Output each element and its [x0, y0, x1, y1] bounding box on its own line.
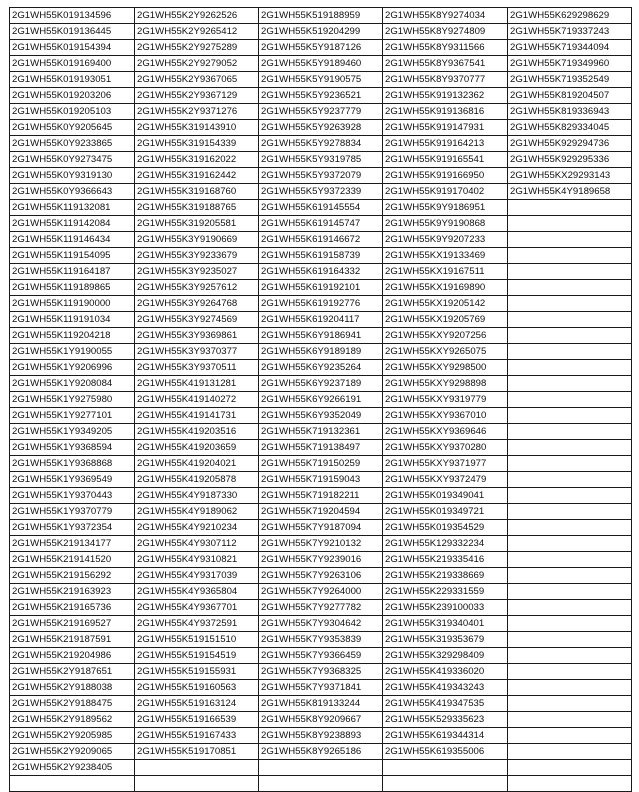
table-row	[10, 536, 632, 552]
table-row	[10, 520, 632, 536]
table-row	[10, 760, 632, 776]
vin-cell: 2G1WH55K019349721	[383, 504, 508, 520]
vin-cell: 2G1WH55K129332234	[383, 536, 508, 552]
vin-cell: 2G1WH55KX19205142	[383, 296, 508, 312]
table-row	[10, 440, 632, 456]
vin-cell: 2G1WH55K8Y9209667	[259, 712, 383, 728]
vin-cell: 2G1WH55K019169400	[10, 56, 135, 72]
vin-cell: 2G1WH55K319340401	[383, 616, 508, 632]
table-row	[10, 120, 632, 136]
vin-cell: 2G1WH55K3Y9369861	[135, 328, 259, 344]
vin-cell: 2G1WH55K5Y9237779	[259, 104, 383, 120]
vin-cell	[135, 776, 259, 792]
vin-cell	[508, 632, 632, 648]
vin-cell: 2G1WH55K7Y9187094	[259, 520, 383, 536]
vin-cell: 2G1WH55K5Y9190575	[259, 72, 383, 88]
vin-cell: 2G1WH55K6Y9235264	[259, 360, 383, 376]
vin-cell: 2G1WH55K2Y9367129	[135, 88, 259, 104]
table-row	[10, 312, 632, 328]
vin-cell: 2G1WH55K819204507	[508, 88, 632, 104]
table-row	[10, 280, 632, 296]
vin-cell: 2G1WH55K4Y9365804	[135, 584, 259, 600]
vin-cell: 2G1WH55K8Y9311566	[383, 40, 508, 56]
vin-cell: 2G1WH55K719349960	[508, 56, 632, 72]
vin-cell: 2G1WH55K229331559	[383, 584, 508, 600]
vin-cell: 2G1WH55K319188765	[135, 200, 259, 216]
vin-cell: 2G1WH55K919165541	[383, 152, 508, 168]
vin-cell: 2G1WH55K8Y9238893	[259, 728, 383, 744]
vin-cell: 2G1WH55K619145554	[259, 200, 383, 216]
vin-cell: 2G1WH55K1Y9190055	[10, 344, 135, 360]
vin-cell: 2G1WH55K4Y9187330	[135, 488, 259, 504]
table-row	[10, 184, 632, 200]
vin-cell: 2G1WH55K1Y9208084	[10, 376, 135, 392]
vin-cell: 2G1WH55K719337243	[508, 24, 632, 40]
vin-cell	[508, 760, 632, 776]
table-row	[10, 216, 632, 232]
vin-cell: 2G1WH55KXY9207256	[383, 328, 508, 344]
vin-cell	[508, 216, 632, 232]
table-row	[10, 56, 632, 72]
vin-cell: 2G1WH55K719182211	[259, 488, 383, 504]
vin-cell: 2G1WH55K6Y9352049	[259, 408, 383, 424]
table-row	[10, 472, 632, 488]
table-row	[10, 72, 632, 88]
vin-cell: 2G1WH55K419131281	[135, 376, 259, 392]
vin-cell: 2G1WH55K619192101	[259, 280, 383, 296]
vin-cell: 2G1WH55K5Y9372339	[259, 184, 383, 200]
vin-cell: 2G1WH55K2Y9367065	[135, 72, 259, 88]
vin-cell: 2G1WH55K8Y9274809	[383, 24, 508, 40]
vin-cell: 2G1WH55K2Y9275289	[135, 40, 259, 56]
vin-cell	[508, 488, 632, 504]
table-row	[10, 232, 632, 248]
table-row	[10, 8, 632, 24]
table-row	[10, 616, 632, 632]
vin-cell: 2G1WH55K319162022	[135, 152, 259, 168]
table-row	[10, 696, 632, 712]
vin-cell: 2G1WH55K9Y9190868	[383, 216, 508, 232]
vin-cell	[383, 776, 508, 792]
vin-cell: 2G1WH55K2Y9188475	[10, 696, 135, 712]
vin-cell: 2G1WH55K119154095	[10, 248, 135, 264]
vin-cell: 2G1WH55K1Y9370443	[10, 488, 135, 504]
vin-cell: 2G1WH55K119132081	[10, 200, 135, 216]
vin-cell: 2G1WH55K519188959	[259, 8, 383, 24]
vin-cell: 2G1WH55K719204594	[259, 504, 383, 520]
vin-cell: 2G1WH55K3Y9370511	[135, 360, 259, 376]
vin-cell: 2G1WH55K2Y9262526	[135, 8, 259, 24]
table-row	[10, 488, 632, 504]
vin-cell	[508, 200, 632, 216]
vin-cell	[508, 616, 632, 632]
vin-cell: 2G1WH55K5Y9187126	[259, 40, 383, 56]
vin-cell: 2G1WH55K7Y9277782	[259, 600, 383, 616]
vin-cell: 2G1WH55KX29293143	[508, 168, 632, 184]
vin-cell: 2G1WH55K1Y9275980	[10, 392, 135, 408]
vin-cell: 2G1WH55K8Y9367541	[383, 56, 508, 72]
vin-cell: 2G1WH55KXY9319779	[383, 392, 508, 408]
vin-cell	[508, 456, 632, 472]
vin-cell: 2G1WH55K019193051	[10, 72, 135, 88]
vin-cell: 2G1WH55K319143910	[135, 120, 259, 136]
table-row	[10, 504, 632, 520]
vin-cell: 2G1WH55K219169527	[10, 616, 135, 632]
vin-cell: 2G1WH55K1Y9368868	[10, 456, 135, 472]
vin-cell	[259, 776, 383, 792]
vin-cell: 2G1WH55K419204021	[135, 456, 259, 472]
vin-cell: 2G1WH55K929295336	[508, 152, 632, 168]
vin-cell	[508, 520, 632, 536]
vin-cell: 2G1WH55KX19205769	[383, 312, 508, 328]
vin-cell: 2G1WH55K1Y9349205	[10, 424, 135, 440]
vin-cell: 2G1WH55K1Y9206996	[10, 360, 135, 376]
vin-cell: 2G1WH55K0Y9205645	[10, 120, 135, 136]
vin-cell: 2G1WH55K919170402	[383, 184, 508, 200]
vin-cell	[508, 296, 632, 312]
table-row	[10, 328, 632, 344]
vin-cell: 2G1WH55K2Y9187651	[10, 664, 135, 680]
table-row	[10, 648, 632, 664]
vin-cell: 2G1WH55K4Y9372591	[135, 616, 259, 632]
vin-cell	[508, 712, 632, 728]
table-row	[10, 392, 632, 408]
vin-cell: 2G1WH55K8Y9274034	[383, 8, 508, 24]
vin-cell: 2G1WH55K719150259	[259, 456, 383, 472]
vin-cell: 2G1WH55K7Y9371841	[259, 680, 383, 696]
table-row	[10, 632, 632, 648]
vin-cell: 2G1WH55K419343243	[383, 680, 508, 696]
vin-cell: 2G1WH55K619146672	[259, 232, 383, 248]
vin-cell: 2G1WH55K7Y9239016	[259, 552, 383, 568]
vin-cell: 2G1WH55K2Y9189562	[10, 712, 135, 728]
vin-cell	[383, 760, 508, 776]
vin-cell: 2G1WH55K219338669	[383, 568, 508, 584]
table-row	[10, 24, 632, 40]
vin-cell: 2G1WH55K319168760	[135, 184, 259, 200]
vin-cell: 2G1WH55K019354529	[383, 520, 508, 536]
vin-cell: 2G1WH55K9Y9186951	[383, 200, 508, 216]
vin-cell: 2G1WH55K3Y9274569	[135, 312, 259, 328]
vin-cell: 2G1WH55K7Y9353839	[259, 632, 383, 648]
vin-cell: 2G1WH55K419203659	[135, 440, 259, 456]
vin-cell: 2G1WH55K2Y9371276	[135, 104, 259, 120]
table-row	[10, 456, 632, 472]
vin-cell: 2G1WH55K0Y9366643	[10, 184, 135, 200]
vin-cell: 2G1WH55K4Y9189658	[508, 184, 632, 200]
vin-cell: 2G1WH55K519151510	[135, 632, 259, 648]
vin-cell: 2G1WH55K919147931	[383, 120, 508, 136]
vin-cell: 2G1WH55K829334045	[508, 120, 632, 136]
vin-cell	[508, 312, 632, 328]
vin-cell: 2G1WH55K019154394	[10, 40, 135, 56]
vin-cell: 2G1WH55K219165736	[10, 600, 135, 616]
vin-cell: 2G1WH55K919164213	[383, 136, 508, 152]
vin-cell	[508, 728, 632, 744]
vin-cell: 2G1WH55K6Y9237189	[259, 376, 383, 392]
vin-cell: 2G1WH55K119191034	[10, 312, 135, 328]
vin-cell: 2G1WH55K219163923	[10, 584, 135, 600]
vin-cell: 2G1WH55K1Y9372354	[10, 520, 135, 536]
vin-cell: 2G1WH55K4Y9210234	[135, 520, 259, 536]
table-row	[10, 712, 632, 728]
vin-cell: 2G1WH55K019134596	[10, 8, 135, 24]
vin-cell: 2G1WH55K2Y9188038	[10, 680, 135, 696]
vin-cell: 2G1WH55K719138497	[259, 440, 383, 456]
vin-cell: 2G1WH55K519167433	[135, 728, 259, 744]
vin-cell: 2G1WH55K419140272	[135, 392, 259, 408]
vin-cell	[508, 344, 632, 360]
vin-cell: 2G1WH55K219187591	[10, 632, 135, 648]
vin-cell: 2G1WH55K619158739	[259, 248, 383, 264]
vin-cell: 2G1WH55K3Y9235027	[135, 264, 259, 280]
vin-cell: 2G1WH55K619344314	[383, 728, 508, 744]
vin-cell: 2G1WH55K4Y9189062	[135, 504, 259, 520]
vin-cell: 2G1WH55KXY9372479	[383, 472, 508, 488]
table-row	[10, 584, 632, 600]
vin-cell	[508, 568, 632, 584]
vin-cell: 2G1WH55K219134177	[10, 536, 135, 552]
table-row	[10, 296, 632, 312]
vin-cell: 2G1WH55K819336943	[508, 104, 632, 120]
vin-cell: 2G1WH55K629298629	[508, 8, 632, 24]
vin-cell: 2G1WH55KXY9298500	[383, 360, 508, 376]
vin-cell: 2G1WH55K419347535	[383, 696, 508, 712]
vin-cell: 2G1WH55K3Y9190669	[135, 232, 259, 248]
vin-cell: 2G1WH55KXY9369646	[383, 424, 508, 440]
vin-cell: 2G1WH55K2Y9209065	[10, 744, 135, 760]
vin-cell: 2G1WH55K219156292	[10, 568, 135, 584]
vin-cell	[508, 248, 632, 264]
vin-cell: 2G1WH55K5Y9372079	[259, 168, 383, 184]
vin-cell: 2G1WH55K519155931	[135, 664, 259, 680]
vin-cell: 2G1WH55K119142084	[10, 216, 135, 232]
vin-cell: 2G1WH55K319205581	[135, 216, 259, 232]
table-row	[10, 152, 632, 168]
vin-cell: 2G1WH55K619164332	[259, 264, 383, 280]
vin-cell: 2G1WH55K4Y9310821	[135, 552, 259, 568]
vin-cell	[508, 232, 632, 248]
vin-cell: 2G1WH55K4Y9307112	[135, 536, 259, 552]
vin-cell	[508, 776, 632, 792]
vin-cell: 2G1WH55K019136445	[10, 24, 135, 40]
vin-cell: 2G1WH55K6Y9189189	[259, 344, 383, 360]
vin-cell: 2G1WH55K5Y9278834	[259, 136, 383, 152]
vin-cell: 2G1WH55KXY9370280	[383, 440, 508, 456]
table-row	[10, 344, 632, 360]
vin-cell: 2G1WH55K319162442	[135, 168, 259, 184]
vin-cell: 2G1WH55K2Y9279052	[135, 56, 259, 72]
vin-cell	[508, 600, 632, 616]
vin-cell	[508, 696, 632, 712]
vin-cell: 2G1WH55K1Y9277101	[10, 408, 135, 424]
table-row	[10, 776, 632, 792]
vin-cell	[508, 360, 632, 376]
vin-cell: 2G1WH55K519166539	[135, 712, 259, 728]
vin-cell	[508, 648, 632, 664]
vin-cell: 2G1WH55K3Y9264768	[135, 296, 259, 312]
vin-cell: 2G1WH55K119190000	[10, 296, 135, 312]
table-row	[10, 248, 632, 264]
vin-cell: 2G1WH55K019349041	[383, 488, 508, 504]
vin-cell: 2G1WH55K4Y9317039	[135, 568, 259, 584]
table-row	[10, 200, 632, 216]
vin-cell: 2G1WH55K7Y9210132	[259, 536, 383, 552]
vin-cell: 2G1WH55K3Y9257612	[135, 280, 259, 296]
vin-cell: 2G1WH55KX19133469	[383, 248, 508, 264]
table-row	[10, 680, 632, 696]
vin-cell: 2G1WH55K919132362	[383, 88, 508, 104]
vin-cell: 2G1WH55K0Y9233865	[10, 136, 135, 152]
vin-cell	[508, 536, 632, 552]
vin-cell: 2G1WH55K119189865	[10, 280, 135, 296]
vin-cell: 2G1WH55K619355006	[383, 744, 508, 760]
vin-cell: 2G1WH55K5Y9236521	[259, 88, 383, 104]
vin-cell: 2G1WH55K1Y9368594	[10, 440, 135, 456]
vin-cell	[508, 408, 632, 424]
vin-cell: 2G1WH55KX19167511	[383, 264, 508, 280]
vin-cell: 2G1WH55K5Y9263928	[259, 120, 383, 136]
vin-cell: 2G1WH55K019203206	[10, 88, 135, 104]
vin-cell: 2G1WH55K7Y9368325	[259, 664, 383, 680]
table-row	[10, 568, 632, 584]
vin-cell: 2G1WH55K519170851	[135, 744, 259, 760]
vin-cell	[508, 744, 632, 760]
table-row	[10, 88, 632, 104]
vin-list-table	[9, 7, 632, 792]
table-row	[10, 728, 632, 744]
vin-cell: 2G1WH55K419336020	[383, 664, 508, 680]
vin-cell: 2G1WH55K6Y9186941	[259, 328, 383, 344]
vin-cell: 2G1WH55K719352549	[508, 72, 632, 88]
vin-cell: 2G1WH55K529335623	[383, 712, 508, 728]
vin-cell	[508, 328, 632, 344]
vin-cell	[508, 264, 632, 280]
vin-cell: 2G1WH55K519160563	[135, 680, 259, 696]
vin-cell: 2G1WH55K7Y9366459	[259, 648, 383, 664]
vin-cell: 2G1WH55K519163124	[135, 696, 259, 712]
vin-cell: 2G1WH55KXY9371977	[383, 456, 508, 472]
vin-cell: 2G1WH55K2Y9205985	[10, 728, 135, 744]
vin-cell: 2G1WH55K619145747	[259, 216, 383, 232]
vin-cell: 2G1WH55KXY9367010	[383, 408, 508, 424]
vin-cell: 2G1WH55K6Y9266191	[259, 392, 383, 408]
vin-cell: 2G1WH55K019205103	[10, 104, 135, 120]
vin-cell: 2G1WH55K519204299	[259, 24, 383, 40]
vin-cell: 2G1WH55K9Y9207233	[383, 232, 508, 248]
table-row	[10, 168, 632, 184]
vin-cell: 2G1WH55K119204218	[10, 328, 135, 344]
vin-cell: 2G1WH55K5Y9189460	[259, 56, 383, 72]
vin-cell: 2G1WH55K239100033	[383, 600, 508, 616]
vin-cell: 2G1WH55K0Y9273475	[10, 152, 135, 168]
vin-cell: 2G1WH55K3Y9233679	[135, 248, 259, 264]
vin-cell: 2G1WH55K719159043	[259, 472, 383, 488]
table-row	[10, 376, 632, 392]
vin-cell: 2G1WH55K329298409	[383, 648, 508, 664]
vin-cell: 2G1WH55K319353679	[383, 632, 508, 648]
vin-cell: 2G1WH55K919136816	[383, 104, 508, 120]
vin-cell: 2G1WH55K519154519	[135, 648, 259, 664]
vin-cell	[508, 680, 632, 696]
vin-cell	[508, 664, 632, 680]
vin-cell	[508, 376, 632, 392]
table-row	[10, 360, 632, 376]
vin-cell: 2G1WH55K119146434	[10, 232, 135, 248]
vin-cell	[259, 760, 383, 776]
table-row	[10, 136, 632, 152]
vin-cell: 2G1WH55K919166950	[383, 168, 508, 184]
vin-cell: 2G1WH55K4Y9367701	[135, 600, 259, 616]
vin-cell	[508, 584, 632, 600]
vin-cell: 2G1WH55KX19169890	[383, 280, 508, 296]
vin-cell: 2G1WH55K719132361	[259, 424, 383, 440]
vin-cell: 2G1WH55K2Y9265412	[135, 24, 259, 40]
table-row	[10, 424, 632, 440]
vin-cell: 2G1WH55K1Y9369549	[10, 472, 135, 488]
vin-cell	[508, 472, 632, 488]
vin-cell: 2G1WH55K7Y9263106	[259, 568, 383, 584]
vin-cell	[508, 552, 632, 568]
vin-cell: 2G1WH55K7Y9264000	[259, 584, 383, 600]
vin-cell: 2G1WH55K3Y9370377	[135, 344, 259, 360]
vin-cell: 2G1WH55K319154339	[135, 136, 259, 152]
table-row	[10, 664, 632, 680]
vin-cell: 2G1WH55K0Y9319130	[10, 168, 135, 184]
vin-cell: 2G1WH55K419141731	[135, 408, 259, 424]
vin-cell: 2G1WH55KXY9265075	[383, 344, 508, 360]
table-row	[10, 552, 632, 568]
vin-cell: 2G1WH55K8Y9265186	[259, 744, 383, 760]
table-row	[10, 744, 632, 760]
vin-cell: 2G1WH55K8Y9370777	[383, 72, 508, 88]
vin-cell: 2G1WH55K419205878	[135, 472, 259, 488]
vin-cell: 2G1WH55K219204986	[10, 648, 135, 664]
vin-cell: 2G1WH55K2Y9238405	[10, 760, 135, 776]
table-row	[10, 408, 632, 424]
vin-cell: 2G1WH55K929294736	[508, 136, 632, 152]
vin-cell: 2G1WH55K619204117	[259, 312, 383, 328]
vin-cell	[10, 776, 135, 792]
table-row	[10, 104, 632, 120]
vin-cell: 2G1WH55KXY9298898	[383, 376, 508, 392]
table-row	[10, 600, 632, 616]
vin-cell	[508, 440, 632, 456]
vin-cell	[508, 504, 632, 520]
vin-cell: 2G1WH55K719344094	[508, 40, 632, 56]
vin-cell: 2G1WH55K119164187	[10, 264, 135, 280]
vin-cell: 2G1WH55K1Y9370779	[10, 504, 135, 520]
vin-cell: 2G1WH55K5Y9319785	[259, 152, 383, 168]
vin-cell: 2G1WH55K419203516	[135, 424, 259, 440]
vin-cell	[135, 760, 259, 776]
vin-cell	[508, 280, 632, 296]
table-row	[10, 40, 632, 56]
vin-cell	[508, 392, 632, 408]
vin-cell: 2G1WH55K219141520	[10, 552, 135, 568]
vin-cell: 2G1WH55K219335416	[383, 552, 508, 568]
vin-cell: 2G1WH55K819133244	[259, 696, 383, 712]
vin-cell	[508, 424, 632, 440]
table-row	[10, 264, 632, 280]
vin-cell: 2G1WH55K7Y9304642	[259, 616, 383, 632]
vin-cell: 2G1WH55K619192776	[259, 296, 383, 312]
